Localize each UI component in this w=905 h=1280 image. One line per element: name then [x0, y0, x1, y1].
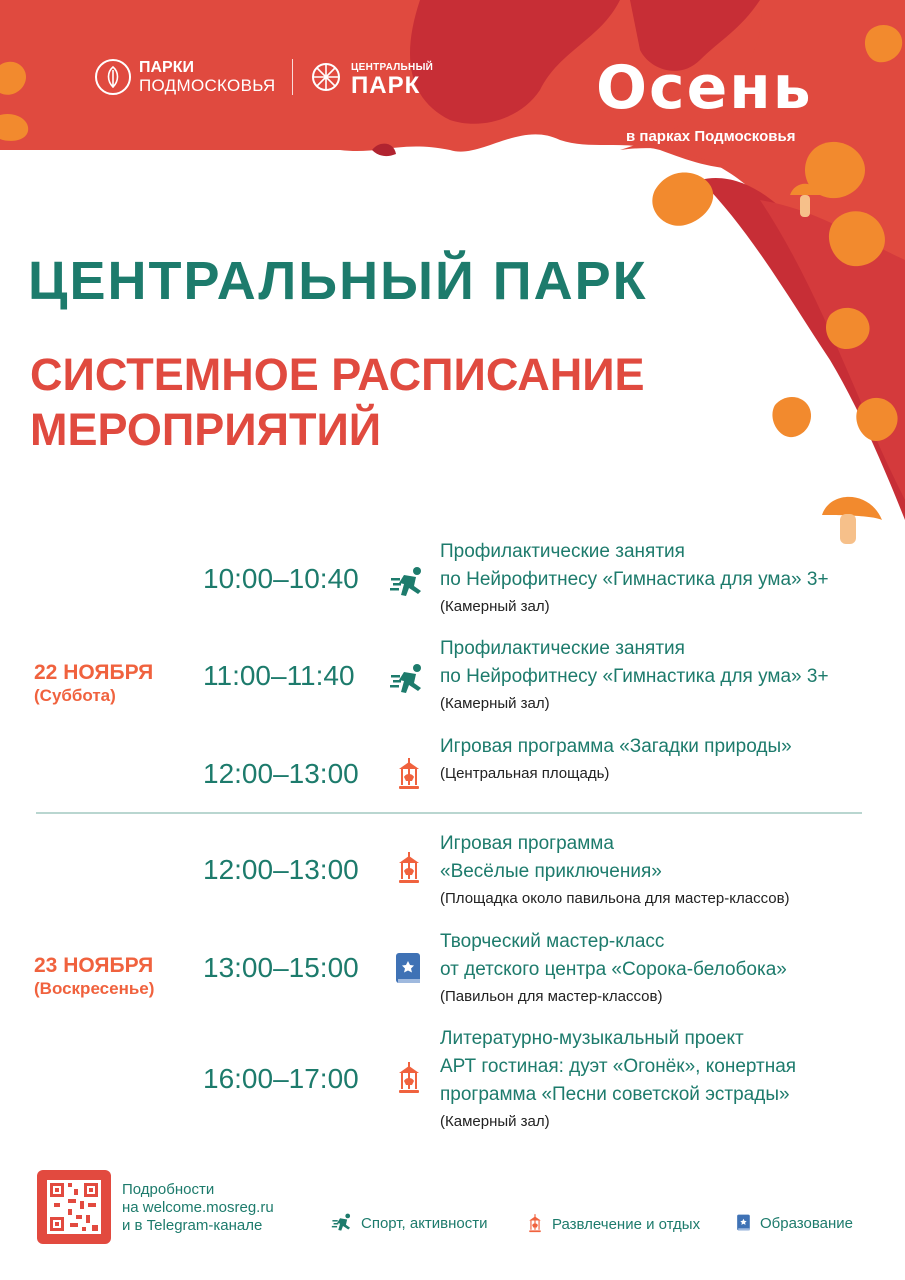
logo-central-big: ПАРК	[351, 72, 421, 99]
event-item	[440, 635, 829, 717]
day-weekday: (Воскресенье)	[34, 979, 155, 998]
day-date: 23 НОЯБРЯ	[34, 954, 154, 977]
event-time: 16:00–17:00	[203, 1063, 359, 1094]
event-place: (Камерный зал)	[440, 598, 550, 615]
event-time: 12:00–13:00	[203, 758, 359, 789]
event-time: 12:00–13:00	[203, 854, 359, 885]
leaf-emblem-icon	[95, 59, 131, 95]
sport-running-icon	[331, 1213, 355, 1233]
details-line: и в Telegram-канале	[122, 1217, 263, 1234]
day-date: 22 НОЯБРЯ	[34, 661, 154, 684]
autumn-subtitle: в парках Подмосковья	[626, 128, 796, 145]
event-place: (Камерный зал)	[440, 1113, 550, 1130]
event-time: 13:00–15:00	[203, 952, 359, 983]
logo-parks-line2: ПОДМОСКОВЬЯ	[139, 76, 276, 95]
legend-sport	[331, 1213, 488, 1233]
event-place: (Площадка около павильона для мастер-классов)	[440, 890, 790, 907]
partner-logos	[95, 55, 433, 99]
carousel-icon	[524, 1213, 546, 1235]
event-title-line: по Нейрофитнесу «Гимнастика для ума» 3+	[440, 666, 829, 687]
event-item	[440, 830, 790, 912]
event-place: (Центральная площадь)	[440, 765, 610, 782]
carousel-icon	[390, 852, 428, 886]
carousel-icon	[390, 758, 428, 792]
day-divider	[36, 812, 862, 814]
legend-entertainment	[524, 1213, 700, 1235]
event-title-line: Игровая программа «Загадки природы»	[440, 736, 792, 757]
central-park-logo	[309, 59, 434, 99]
event-title-line: программа «Песни советской эстрады»	[440, 1084, 790, 1105]
details-line: на welcome.mosreg.ru	[122, 1199, 274, 1216]
logo-divider	[292, 59, 294, 95]
event-item	[440, 928, 787, 1010]
book-icon	[734, 1213, 754, 1233]
qr-code[interactable]	[37, 1170, 111, 1244]
event-title-line: по Нейрофитнесу «Гимнастика для ума» 3+	[440, 569, 829, 590]
carousel-icon	[390, 1062, 428, 1096]
sport-running-icon	[390, 663, 428, 697]
ferris-wheel-icon	[309, 60, 343, 94]
logo-central-small: ЦЕНТРАЛЬНЫЙ	[351, 62, 434, 73]
schedule-title-line2: МЕРОПРИЯТИЙ	[30, 404, 382, 455]
parks-podmoskovya-logo	[95, 59, 276, 95]
logo-parks-line1: ПАРКИ	[139, 59, 194, 76]
legend-label: Развлечение и отдых	[552, 1215, 701, 1233]
legend-label: Спорт, активности	[361, 1214, 488, 1232]
event-place: (Камерный зал)	[440, 695, 550, 712]
event-item	[440, 538, 829, 620]
event-time: 11:00–11:40	[203, 660, 355, 691]
event-title-line: Профилактические занятия	[440, 541, 685, 562]
event-title-line: Творческий мастер-класс	[440, 931, 665, 952]
legend-education	[734, 1213, 853, 1233]
footer	[0, 1165, 905, 1255]
autumn-campaign-logo	[596, 53, 876, 145]
park-title: ЦЕНТРАЛЬНЫЙ ПАРК	[28, 251, 648, 311]
event-item	[440, 733, 792, 787]
event-title-line: от детского центра «Сорока-белобока»	[440, 959, 787, 980]
details-line: Подробности	[122, 1181, 215, 1198]
book-icon	[390, 952, 428, 986]
event-item	[440, 1025, 796, 1135]
event-title-line: Профилактические занятия	[440, 638, 685, 659]
event-time: 10:00–10:40	[203, 563, 359, 594]
event-title-line: «Весёлые приключения»	[440, 861, 662, 882]
day-weekday: (Суббота)	[34, 686, 116, 705]
day-1-date-block	[34, 661, 153, 707]
event-title-line: Литературно-музыкальный проект	[440, 1028, 744, 1049]
autumn-word: Осень	[596, 53, 813, 123]
sport-running-icon	[390, 566, 428, 600]
event-place: (Павильон для мастер-классов)	[440, 988, 663, 1005]
legend-label: Образование	[760, 1214, 853, 1232]
details-text	[122, 1181, 274, 1235]
schedule-title	[30, 347, 645, 457]
schedule-title-line1: СИСТЕМНОЕ РАСПИСАНИЕ	[30, 349, 645, 400]
day-2-date-block	[34, 954, 154, 1000]
event-title-line: Игровая программа	[440, 833, 614, 854]
event-title-line: АРТ гостиная: дуэт «Огонёк», конертная	[440, 1056, 797, 1077]
